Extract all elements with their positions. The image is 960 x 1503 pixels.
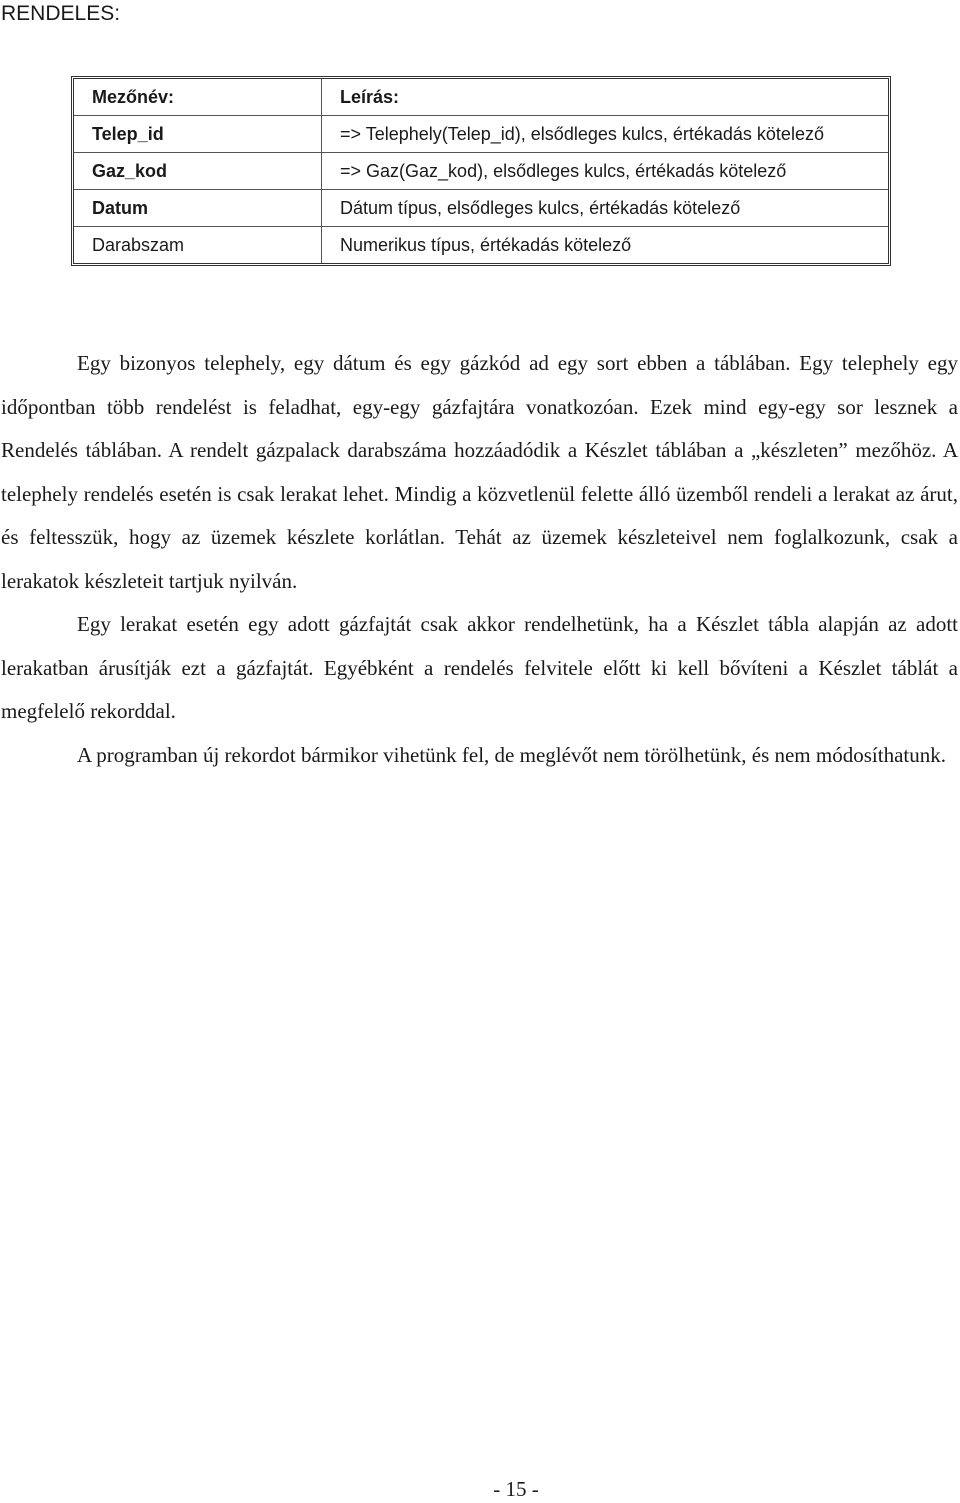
header-field-name: Mezőnév: bbox=[74, 79, 322, 116]
field-table bbox=[71, 76, 891, 266]
table-header-row bbox=[74, 79, 888, 116]
page-number: - 15 - bbox=[493, 1477, 539, 1501]
description-cell: Dátum típus, elsődleges kulcs, értékadás kötelező bbox=[322, 190, 889, 227]
table-row bbox=[74, 116, 888, 153]
paragraph: Egy bizonyos telephely, egy dátum és egy gázkód ad egy sort ebben a táblában. Egy telephely egy időpontban több rendelést is feladhat, egy-egy gázfajtára vonatkozóan. Ezek mind egy-egy sor lesznek a Rendelés táblában. A rendelt gázpalack darabszáma hozzáadódik a Készlet táblában a „készleten” mezőhöz. A telephely rendelés esetén is csak lerakat lehet. Mindig a közvetlenül felette álló üzemből rendeli a lerakat az árut, és feltesszük, hogy az üzemek készlete korlátlan. Tehát az üzemek készleteivel nem foglalkozunk, csak a lerakatok készleteit tartjuk nyilván. bbox=[1, 351, 958, 593]
table-row bbox=[74, 190, 888, 227]
description-cell: => Telephely(Telep_id), elsődleges kulcs, értékadás kötelező bbox=[322, 116, 889, 153]
description-cell: Numerikus típus, értékadás kötelező bbox=[322, 227, 889, 264]
header-description: Leírás: bbox=[322, 79, 889, 116]
section-heading: RENDELES: bbox=[1, 2, 121, 25]
field-name-cell: Datum bbox=[74, 190, 322, 227]
paragraph: A programban új rekordot bármikor vihetünk fel, de meglévőt nem törölhetünk, és nem módosíthatunk. bbox=[77, 742, 946, 767]
table-row bbox=[74, 227, 888, 264]
paragraph: Egy lerakat esetén egy adott gázfajtát csak akkor rendelhetünk, ha a Készlet tábla alapján az adott lerakatban árusítják ezt a gázfajtát. Egyébként a rendelés felvitele előtt ki kell bővíteni a Készlet táblát a megfelelő rekorddal. bbox=[1, 612, 958, 723]
field-name-cell: Darabszam bbox=[74, 227, 322, 264]
body-text bbox=[1, 342, 958, 777]
table-row bbox=[74, 153, 888, 190]
field-name-cell: Gaz_kod bbox=[74, 153, 322, 190]
field-name-cell: Telep_id bbox=[74, 116, 322, 153]
description-cell: => Gaz(Gaz_kod), elsődleges kulcs, értékadás kötelező bbox=[322, 153, 889, 190]
